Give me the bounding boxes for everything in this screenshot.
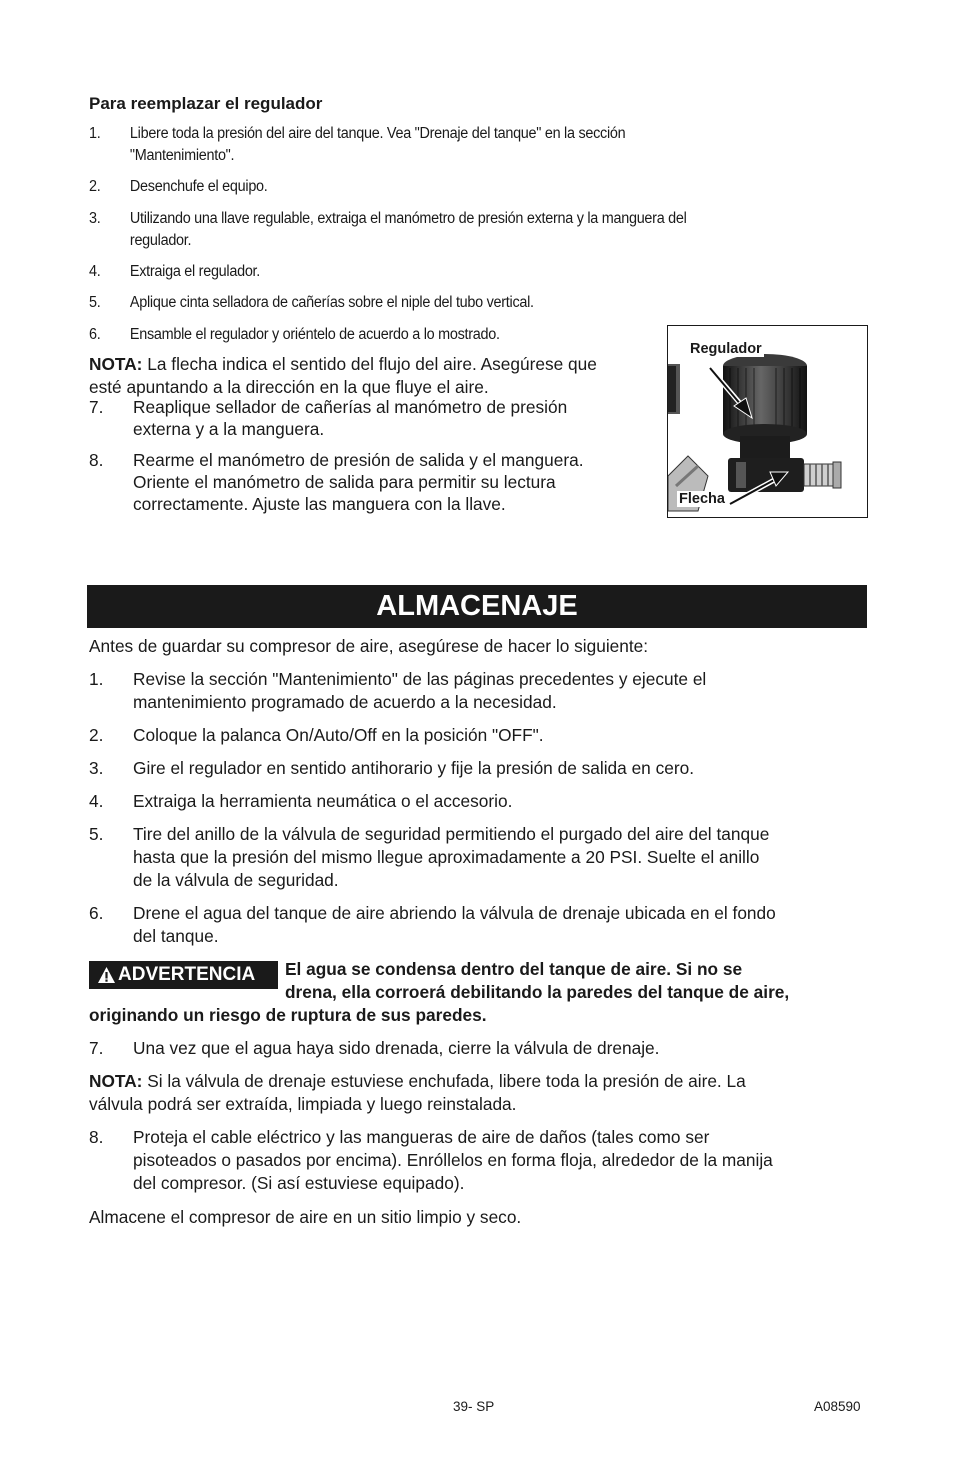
section-heading: Para reemplazar el regulador bbox=[89, 94, 323, 113]
intro-text: Antes de guardar su compresor de aire, asegúrese de hacer lo siguiente: bbox=[89, 636, 649, 656]
page-number: 39- SP bbox=[453, 1399, 495, 1414]
closing-text: Almacene el compresor de aire en un sitio limpio y seco. bbox=[89, 1207, 522, 1227]
regulator-figure bbox=[667, 325, 868, 518]
warning-text: El agua se condensa dentro del tanque de aire. Si no se drena, ella corroerá debilitando la paredes del tanque de aire, bbox=[285, 959, 790, 1002]
document-code: A08590 bbox=[814, 1399, 861, 1414]
warning-badge: ADVERTENCIA bbox=[89, 961, 278, 989]
warning-icon bbox=[97, 966, 116, 984]
figure-label-arrow: Flecha bbox=[679, 491, 725, 507]
note-paragraph: NOTA: Si la válvula de drenaje estuviese enchufada, libere toda la presión de aire. La válvula podrá ser extraída, limpiada y luego reinstalada. bbox=[89, 1071, 746, 1114]
figure-label-regulator: Regulador bbox=[690, 341, 762, 357]
warning-text-continued: originando un riesgo de ruptura de sus paredes. bbox=[89, 1005, 487, 1025]
section-banner: ALMACENAJE bbox=[87, 585, 867, 628]
note-paragraph: NOTA: La flecha indica el sentido del flujo del aire. Asegúrese que esté apuntando a la dirección en la que fluye el aire. bbox=[89, 354, 597, 397]
